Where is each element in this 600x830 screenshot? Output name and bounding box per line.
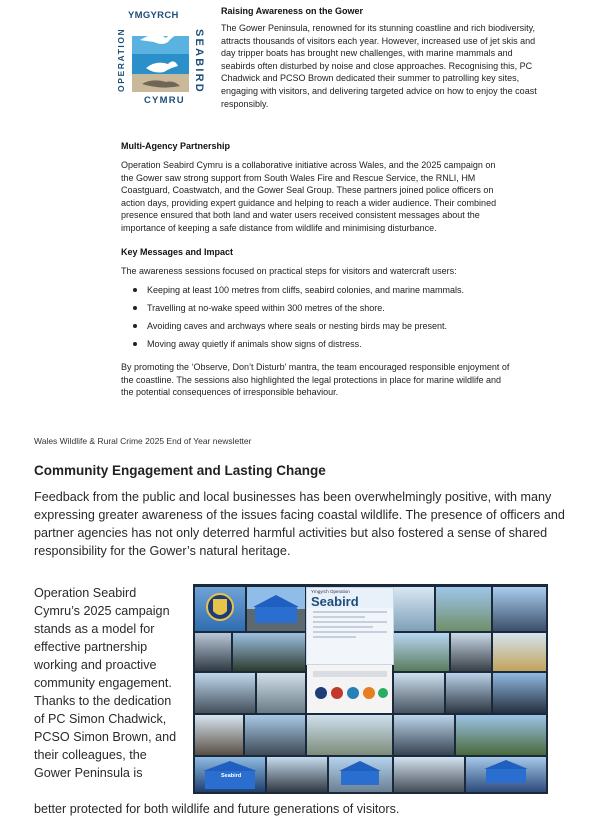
- photo-seabird-tent: [195, 757, 265, 792]
- poster-title: Seabird: [311, 594, 359, 609]
- photo-officers-4: [394, 673, 444, 713]
- photo-officers-2: [451, 633, 491, 671]
- seabird-poster: [306, 587, 394, 665]
- logo-top-text: YMGYRCH: [128, 10, 179, 21]
- photo-group-2: [245, 715, 305, 755]
- section-paragraph-feedback: Feedback from the public and local businesses has been overwhelmingly positive, with many expressing greater awareness of the issues facing coastal wildlife. The presence of officers and partner agencies has not only deterred harmful activities but also fostered a sense of shared responsibility for the Gower’s natural heritage.: [34, 490, 565, 558]
- section-heading-key-messages: Key Messages and Impact: [121, 247, 234, 257]
- section-heading-raising-awareness: Raising Awareness on the Gower: [221, 6, 364, 16]
- photo-officers-5: [446, 673, 491, 713]
- partner-logos-icon: [307, 665, 392, 713]
- tent-icon: [247, 587, 305, 631]
- bullet-icon: [133, 324, 137, 328]
- police-crest-icon: [195, 587, 245, 631]
- section-paragraph-multi-agency: Operation Seabird Cymru is a collaborative initiative across Wales, and the 2025 campaign on the Gower saw strong support from South Wales Fire and Rescue Service, the RNLI, HM Coastguard, Coastwatch, and the Gower Seal Group. These partners joined police officers on action days, providing expert guidance and helping to reach a wider audience. Their combined presence ensured that both land and water users received consistent messages about the importance of keeping a safe distance from wildlife and minimising disturbance.: [121, 160, 497, 233]
- tent-icon: [329, 757, 392, 792]
- bullet-icon: [133, 288, 137, 292]
- photo-tent-2: [329, 757, 392, 792]
- list-item: [121, 320, 464, 338]
- bullet-icon: [133, 342, 137, 346]
- logo-right-text: SEABIRD: [193, 28, 205, 94]
- photo-group-3: [307, 715, 392, 755]
- poster-subtitle: Ymgyrch Operation: [311, 589, 350, 594]
- section-paragraph-closing: By promoting the ‘Observe, Don’t Disturb’ mantra, the team encouraged responsible enjoyment of the coastline. The sessions also highlighted the legal protections in place for marine wildlife and the potential consequences of irresponsible behaviour.: [121, 362, 510, 398]
- section-paragraph-story-end: better protected for both wildlife and future generations of visitors.: [34, 802, 400, 816]
- list-item-text: Moving away quietly if animals show signs of distress.: [147, 339, 362, 349]
- logo-left-text: OPERATION: [116, 27, 126, 93]
- photo-cyclists: [493, 587, 546, 631]
- photo-officers-field: [456, 715, 546, 755]
- photo-collage: [193, 584, 548, 794]
- list-item-text: Travelling at no-wake speed within 300 metres of the shore.: [147, 303, 385, 313]
- photo-coastguard: [493, 673, 546, 713]
- section-heading-multi-agency: Multi-Agency Partnership: [121, 141, 231, 151]
- section-paragraph-raising-awareness: The Gower Peninsula, renowned for its stunning coastline and rich biodiversity, attracts thousands of visitors each year. However, increased use of jet skis and day tripper boats has brought new challenges, with marine mammals and seabirds often disturbed by noise and close approaches. Recognising this, PC Chadwick and PCSO Brown dedicated their summer to patrolling key sites, engaging with visitors, and delivering targeted advice on how to enjoy the coast responsibly.: [221, 23, 537, 109]
- newsletter-header: Wales Wildlife & Rural Crime 2025 End of Year newsletter: [34, 436, 252, 446]
- tent-icon: [466, 757, 546, 792]
- bullet-icon: [133, 306, 137, 310]
- section-paragraph-story: Operation Seabird Cymru’s 2025 campaign stands as a model for effective partnership working and proactive community engagement. Thanks to the dedication of PC Simon Chadwick, PCSO Simon Brown, and their colleagues, the Gower Peninsula is: [34, 586, 177, 780]
- list-item: [121, 338, 464, 356]
- photo-stand-2: [466, 757, 546, 792]
- photo-police-van: [394, 633, 449, 671]
- photo-officers-3: [493, 633, 546, 671]
- photo-leaflet: [394, 587, 434, 631]
- seabird-seal-emblem-icon: [132, 24, 189, 92]
- key-messages-list: [121, 284, 464, 356]
- partner-logos-panel: [307, 665, 392, 713]
- tent-label: Seabird: [221, 773, 242, 779]
- photo-officer-6: [195, 715, 243, 755]
- list-item: [121, 302, 464, 320]
- section-paragraph-key-messages-intro: The awareness sessions focused on practical steps for visitors and watercraft users:: [121, 266, 457, 276]
- photo-police-crest: [195, 587, 245, 631]
- section-heading-community-engagement: Community Engagement and Lasting Change: [34, 463, 326, 478]
- photo-officers-8: [394, 757, 464, 792]
- operation-seabird-logo: [118, 10, 208, 106]
- photo-officers-7: [267, 757, 327, 792]
- list-item: [121, 284, 464, 302]
- photo-stall: [394, 715, 454, 755]
- photo-officer-1: [195, 633, 231, 671]
- photo-marquee-tent: [247, 587, 305, 631]
- list-item-text: Keeping at least 100 metres from cliffs, seabird colonies, and marine mammals.: [147, 285, 464, 295]
- logo-bottom-text: CYMRU: [144, 95, 185, 106]
- photo-group-1: [233, 633, 305, 671]
- photo-stand: [257, 673, 305, 713]
- photo-crowd: [436, 587, 491, 631]
- list-item-text: Avoiding caves and archways where seals or nesting birds may be present.: [147, 321, 447, 331]
- photo-beach-group: [195, 673, 255, 713]
